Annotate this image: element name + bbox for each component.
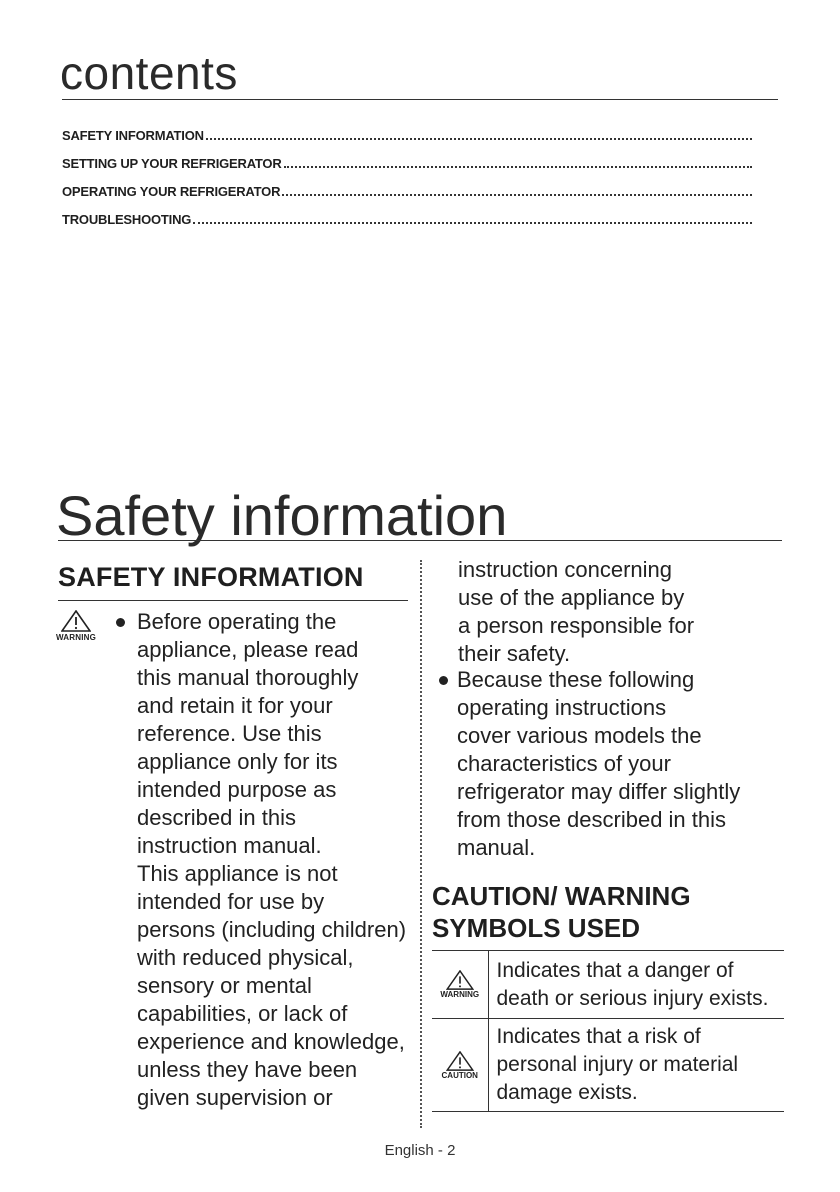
caution-heading-line: CAUTION/ WARNING bbox=[432, 881, 691, 911]
toc-item[interactable] bbox=[62, 184, 752, 212]
text-line: intended purpose as bbox=[137, 777, 337, 802]
caution-triangle-icon bbox=[446, 1051, 474, 1071]
bullet-1-continued-text bbox=[458, 556, 788, 668]
bullet-dot bbox=[439, 676, 448, 685]
text-line: given supervision or bbox=[137, 1085, 333, 1110]
toc-item-label: OPERATING YOUR REFRIGERATOR bbox=[62, 184, 281, 199]
toc-item[interactable] bbox=[62, 128, 752, 156]
caution-warning-heading bbox=[432, 880, 691, 944]
toc-leader-dots bbox=[284, 166, 752, 168]
caution-heading-line: SYMBOLS USED bbox=[432, 913, 641, 943]
toc-leader-dots bbox=[282, 194, 752, 196]
text-line: operating instructions bbox=[457, 695, 667, 720]
table-row bbox=[432, 951, 784, 1019]
toc-leader-dots bbox=[206, 138, 752, 140]
text-line: instruction concerning bbox=[458, 557, 673, 582]
warning-triangle-icon bbox=[446, 970, 474, 990]
safety-divider bbox=[58, 540, 782, 541]
table-row bbox=[432, 1019, 784, 1112]
warning-triangle-icon bbox=[61, 610, 91, 632]
text-line: instruction manual. bbox=[137, 833, 322, 858]
text-line: This appliance is not bbox=[137, 861, 338, 886]
text-line: appliance, please read bbox=[137, 637, 359, 662]
safety-title: Safety information bbox=[56, 484, 508, 547]
text-line: a person responsible for bbox=[458, 613, 695, 638]
page-number: English - 2 bbox=[384, 1142, 456, 1159]
text-line: their safety. bbox=[458, 641, 571, 666]
symbol-description: Indicates that a danger of death or serious injury exists. bbox=[488, 951, 784, 1019]
text-line: described in this bbox=[137, 805, 296, 830]
symbol-description: Indicates that a risk of personal injury or material damage exists. bbox=[488, 1019, 784, 1112]
table-of-contents bbox=[62, 128, 752, 240]
contents-title: contents bbox=[60, 47, 238, 99]
text-line: reference. Use this bbox=[137, 721, 322, 746]
symbol-caption: WARNING bbox=[440, 990, 480, 999]
bullet-1-text bbox=[137, 608, 417, 1112]
contents-divider bbox=[62, 99, 778, 100]
text-line: capabilities, or lack of bbox=[137, 1001, 348, 1026]
text-line: use of the appliance by bbox=[458, 585, 685, 610]
symbols-table bbox=[432, 950, 784, 1112]
text-line: this manual thoroughly bbox=[137, 665, 359, 690]
bullet-dot bbox=[116, 618, 125, 627]
text-line: unless they have been bbox=[137, 1057, 358, 1082]
section-heading: SAFETY INFORMATION bbox=[58, 562, 364, 592]
text-line: experience and knowledge, bbox=[137, 1029, 405, 1054]
text-line: cover various models the bbox=[457, 723, 702, 748]
toc-item-label: SAFETY INFORMATION bbox=[62, 128, 204, 143]
toc-leader-dots bbox=[193, 222, 752, 224]
text-line: characteristics of your bbox=[457, 751, 671, 776]
text-line: sensory or mental bbox=[137, 973, 312, 998]
text-line: refrigerator may differ slightly bbox=[457, 779, 741, 804]
toc-item[interactable] bbox=[62, 156, 752, 184]
column-divider bbox=[420, 560, 422, 1128]
symbol-cell bbox=[432, 1019, 488, 1112]
text-line: and retain it for your bbox=[137, 693, 333, 718]
text-line: Before operating the bbox=[137, 609, 337, 634]
symbol-cell bbox=[432, 951, 488, 1019]
text-line: manual. bbox=[457, 835, 536, 860]
toc-item-label: SETTING UP YOUR REFRIGERATOR bbox=[62, 156, 282, 171]
symbol-caption: CAUTION bbox=[441, 1070, 478, 1080]
toc-item[interactable] bbox=[62, 212, 752, 240]
text-line: appliance only for its bbox=[137, 749, 338, 774]
bullet-2-text bbox=[457, 666, 787, 862]
text-line: persons (including children) bbox=[137, 917, 407, 942]
text-line: intended for use by bbox=[137, 889, 325, 914]
text-line: from those described in this bbox=[457, 807, 727, 832]
text-line: Because these following bbox=[457, 667, 695, 692]
text-line: with reduced physical, bbox=[137, 945, 354, 970]
toc-item-label: TROUBLESHOOTING bbox=[62, 212, 192, 227]
warning-caption: WARNING bbox=[56, 633, 97, 642]
warning-symbol bbox=[56, 610, 96, 642]
section-heading-rule bbox=[58, 600, 408, 601]
